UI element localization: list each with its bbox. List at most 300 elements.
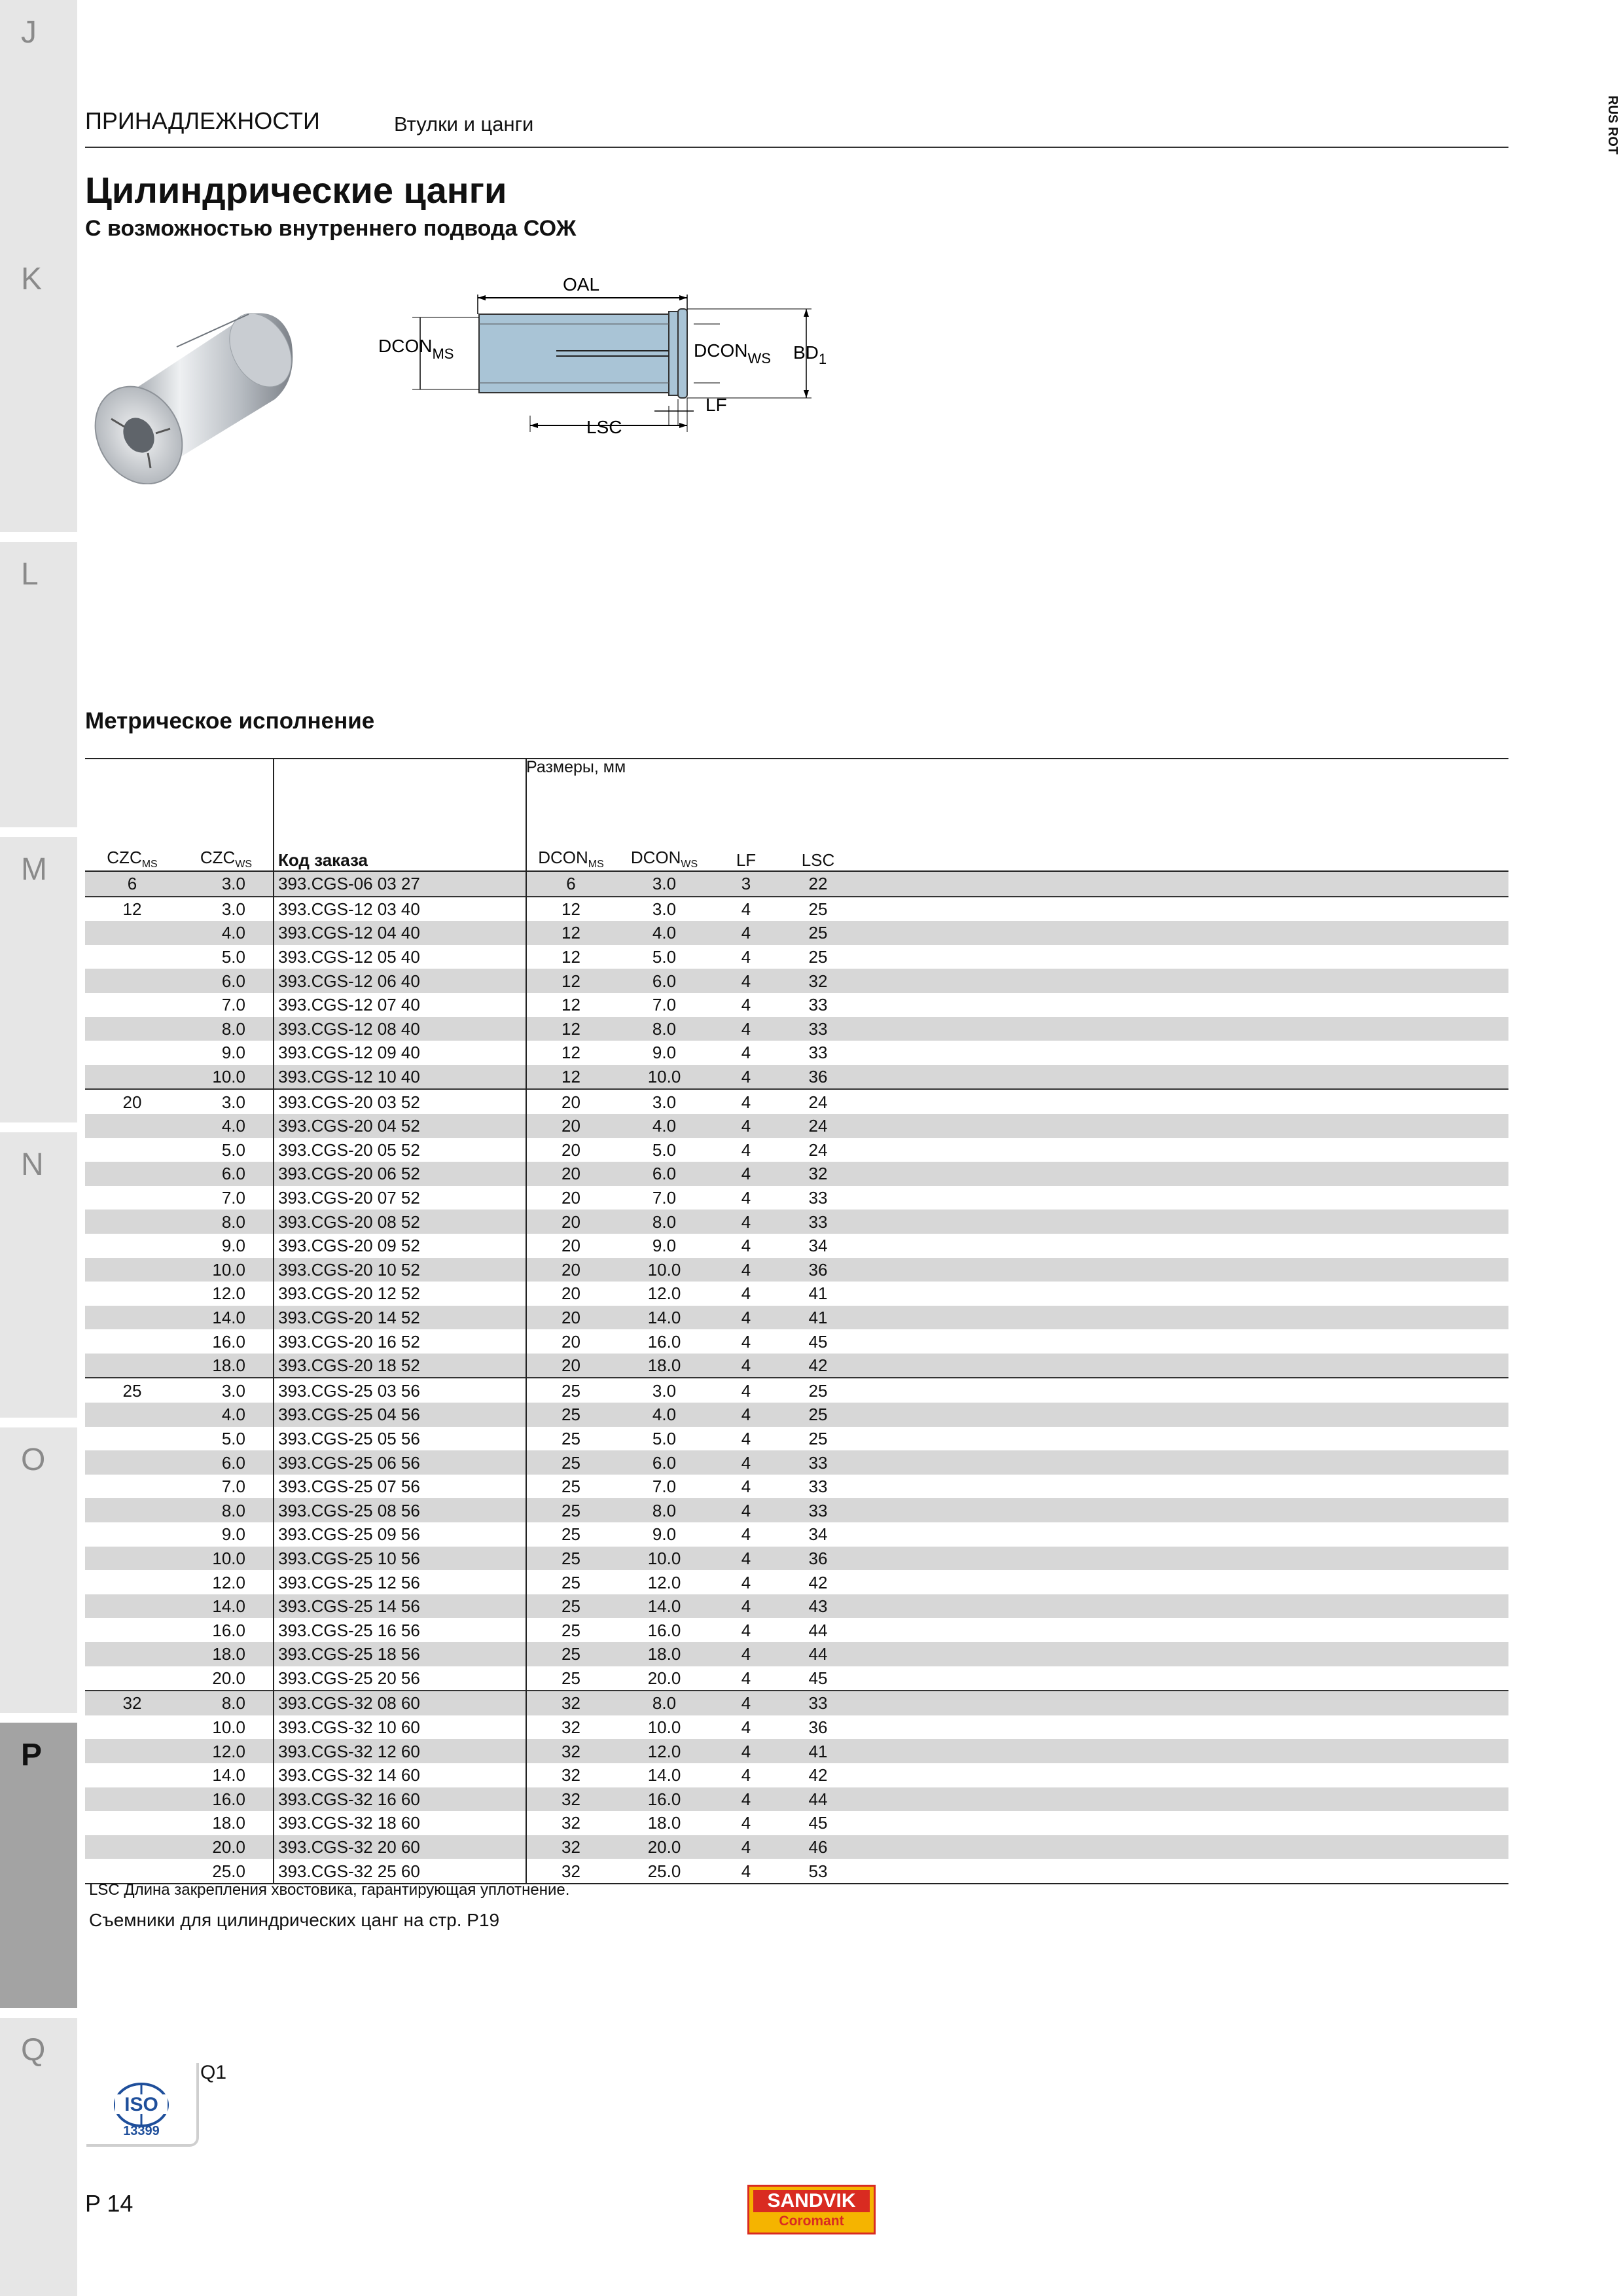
cell-czc-ws: 6.0	[179, 969, 274, 993]
table-row	[85, 1570, 1508, 1594]
cell-lsc: 41	[779, 1739, 857, 1763]
cell-filler	[857, 1835, 1508, 1859]
cell-lf: 4	[741, 1283, 751, 1304]
cell-czc-ws: 18.0	[179, 1642, 274, 1666]
cell-lsc: 33	[779, 1691, 857, 1715]
cell-order-code: 393.CGS-12 10 40	[274, 1065, 526, 1090]
cell-filler	[857, 1498, 1508, 1522]
cell-dcon-ms: 20	[526, 1282, 615, 1306]
cell-czc-ms	[85, 1642, 179, 1666]
cell-czc-ms	[85, 1475, 179, 1499]
cell-lsc: 36	[808, 1717, 828, 1738]
cell-filler	[857, 1306, 1508, 1330]
cell-czc-ms: 12	[85, 897, 179, 922]
label-lf: LF	[705, 395, 727, 415]
cell-dcon-ws: 12.0	[647, 1283, 681, 1304]
cell-dcon-ms: 12	[526, 993, 615, 1017]
cell-lf: 4	[741, 1620, 751, 1640]
tab-letter: J	[21, 15, 37, 50]
cell-dcon-ws: 20.0	[615, 1835, 713, 1859]
cell-order-code: 393.CGS-32 08 60	[274, 1691, 526, 1715]
cell-lsc: 36	[779, 1258, 857, 1282]
cell-lf: 4	[713, 1594, 779, 1619]
cell-lf: 4	[741, 1668, 751, 1688]
cell-filler	[857, 1065, 1508, 1090]
cell-filler	[857, 1378, 1508, 1403]
table-row	[85, 1739, 1508, 1763]
cell-order-code: 393.CGS-20 16 52	[274, 1329, 526, 1354]
col-czc-ms: $CZC_{MS}$	[107, 847, 158, 870]
tab-p[interactable]	[0, 1723, 77, 2008]
cell-filler	[857, 1666, 1508, 1691]
cell-lf: 4	[713, 1787, 779, 1812]
extractor-note: Съемники для цилиндрических цанг на стр. P19	[89, 1910, 500, 1930]
cell-order-code: 393.CGS-25 09 56	[274, 1522, 526, 1547]
table-row	[85, 1378, 1508, 1403]
cell-czc-ms	[85, 1547, 179, 1571]
cell-lsc: 44	[808, 1620, 828, 1640]
cell-czc-ms	[85, 1017, 179, 1041]
cell-lsc: 41	[779, 1306, 857, 1330]
cell-czc-ms	[85, 993, 179, 1017]
tab-o[interactable]	[0, 1427, 77, 1713]
cell-czc-ws: 5.0	[221, 947, 245, 967]
tab-letter: K	[21, 262, 43, 296]
cell-lsc: 25	[808, 1428, 828, 1448]
table-row	[85, 1642, 1508, 1666]
table-row	[85, 1618, 1508, 1642]
lsc-note: LSC Длина закрепления хвостовика, гарантирующая уплотнение.	[89, 1881, 570, 1899]
cell-dcon-ws: 9.0	[652, 1236, 677, 1256]
cell-order-code: 393.CGS-25 04 56	[274, 1403, 526, 1427]
table-row	[85, 1258, 1508, 1282]
cell-order-code: 393.CGS-12 06 40	[274, 969, 526, 993]
cell-dcon-ws: 12.0	[615, 1739, 713, 1763]
cell-czc-ws: 8.0	[179, 1210, 274, 1234]
cell-dcon-ws: 6.0	[615, 1162, 713, 1186]
cell-dcon-ws: 3.0	[615, 1089, 713, 1114]
cell-lf: 4	[713, 1210, 779, 1234]
collet-dimension-drawing	[366, 268, 838, 452]
cell-dcon-ws: 6.0	[615, 1450, 713, 1475]
cell-filler	[857, 1114, 1508, 1138]
cell-dcon-ws: 12.0	[647, 1572, 681, 1592]
cell-order-code: 393.CGS-20 07 52	[274, 1186, 526, 1210]
tab-j[interactable]	[0, 0, 77, 285]
cell-dcon-ms: 12	[526, 969, 615, 993]
cell-lf: 4	[741, 1188, 751, 1208]
cell-czc-ws: 20.0	[212, 1668, 245, 1688]
cell-czc-ws: 8.0	[179, 1691, 274, 1715]
cell-czc-ws: 5.0	[221, 1139, 245, 1160]
svg-text:ISO: ISO	[124, 2094, 158, 2115]
col-order-code: Код заказа	[274, 759, 526, 871]
cell-order-code: 393.CGS-25 10 56	[274, 1547, 526, 1571]
cell-lf: 4	[741, 1524, 751, 1545]
cell-order-code: 393.CGS-20 18 52	[274, 1354, 526, 1378]
cell-czc-ms	[85, 1258, 179, 1282]
cell-dcon-ws: 4.0	[615, 1403, 713, 1427]
cell-order-code: 393.CGS-12 08 40	[274, 1017, 526, 1041]
cell-dcon-ms: 32	[526, 1691, 615, 1715]
cell-dcon-ms: 12	[526, 897, 615, 922]
cell-dcon-ws: 18.0	[615, 1642, 713, 1666]
cell-order-code: 393.CGS-25 06 56	[274, 1450, 526, 1475]
cell-dcon-ms: 32	[526, 1835, 615, 1859]
cell-filler	[857, 1234, 1508, 1258]
cell-dcon-ms: 12	[526, 1017, 615, 1041]
cell-dcon-ws: 6.0	[615, 969, 713, 993]
cell-dcon-ms: 20	[526, 1354, 615, 1378]
cell-dcon-ws: 7.0	[652, 995, 677, 1015]
brand-name: SANDVIK	[753, 2190, 870, 2212]
cell-lsc: 22	[779, 871, 857, 897]
language-label: RUS ROT	[1605, 96, 1620, 154]
cell-czc-ms	[85, 1763, 179, 1787]
col-dcon-ws: $DCON_{WS}$	[630, 847, 698, 870]
cell-dcon-ws: 16.0	[647, 1620, 681, 1640]
cell-dcon-ws: 18.0	[615, 1354, 713, 1378]
table-row	[85, 921, 1508, 945]
cell-dcon-ms: 32	[526, 1763, 615, 1787]
cell-filler	[857, 1618, 1508, 1642]
svg-text:13399: 13399	[123, 2124, 160, 2138]
header-subsection: Втулки и цанги	[394, 113, 534, 135]
cell-dcon-ms: 25	[526, 1570, 615, 1594]
cell-dcon-ms: 25	[526, 1642, 615, 1666]
cell-filler	[857, 1475, 1508, 1499]
cell-lf: 4	[741, 1765, 751, 1785]
sandvik-logo	[747, 2185, 876, 2234]
cell-dcon-ws: 7.0	[652, 1188, 677, 1208]
cell-dcon-ms: 25	[526, 1618, 615, 1642]
cell-dcon-ws: 14.0	[647, 1765, 681, 1785]
cell-czc-ws: 10.0	[179, 1258, 274, 1282]
cell-order-code: 393.CGS-20 10 52	[274, 1258, 526, 1282]
cell-dcon-ms: 12	[526, 1041, 615, 1065]
cell-dcon-ws: 9.0	[652, 1043, 677, 1063]
cell-order-code: 393.CGS-20 05 52	[274, 1138, 526, 1162]
cell-lf: 4	[713, 1354, 779, 1378]
cell-lf: 4	[713, 921, 779, 945]
tab-letter: N	[21, 1147, 44, 1182]
cell-filler	[857, 945, 1508, 969]
cell-lsc: 42	[808, 1765, 828, 1785]
cell-dcon-ws: 9.0	[652, 1524, 677, 1545]
cell-czc-ms	[85, 1403, 179, 1427]
cell-dcon-ws: 3.0	[615, 1378, 713, 1403]
table-row	[85, 1547, 1508, 1571]
cell-czc-ws: 16.0	[212, 1331, 245, 1352]
table-row	[85, 1186, 1508, 1210]
cell-lsc: 25	[808, 947, 828, 967]
cell-filler	[857, 1041, 1508, 1065]
tab-letter: L	[21, 557, 39, 592]
cell-order-code: 393.CGS-32 18 60	[274, 1811, 526, 1835]
cell-dcon-ws: 5.0	[652, 947, 677, 967]
cell-czc-ms	[85, 1570, 179, 1594]
cell-lsc: 33	[779, 1450, 857, 1475]
cell-lf: 4	[741, 995, 751, 1015]
cell-lf: 4	[741, 1331, 751, 1352]
col-czc-ws: $CZC_{WS}$	[200, 847, 253, 870]
label-dcon-ws: $DCON_{WS}$	[694, 340, 771, 367]
cell-czc-ms	[85, 1041, 179, 1065]
cell-lsc: 24	[779, 1114, 857, 1138]
table-row	[85, 1138, 1508, 1162]
table-row	[85, 1835, 1508, 1859]
cell-czc-ws: 3.0	[179, 1089, 274, 1114]
cell-filler	[857, 1329, 1508, 1354]
tab-letter: O	[21, 1443, 46, 1477]
cell-lf: 4	[741, 1139, 751, 1160]
cell-filler	[857, 1017, 1508, 1041]
cell-czc-ms	[85, 1427, 179, 1451]
cell-lf: 4	[741, 1428, 751, 1448]
cell-dcon-ws: 10.0	[615, 1547, 713, 1571]
table-row	[85, 1811, 1508, 1835]
header-section: ПРИНАДЛЕЖНОСТИ	[85, 107, 320, 134]
cell-lf: 4	[741, 1043, 751, 1063]
cell-lsc: 43	[779, 1594, 857, 1619]
cell-order-code: 393.CGS-25 07 56	[274, 1475, 526, 1499]
cell-dcon-ms: 25	[526, 1450, 615, 1475]
cell-czc-ws: 10.0	[179, 1065, 274, 1090]
cell-czc-ws: 14.0	[179, 1306, 274, 1330]
cell-filler	[857, 1354, 1508, 1378]
table-header-row	[85, 759, 1508, 871]
tab-m[interactable]	[0, 837, 77, 1122]
cell-czc-ws: 7.0	[221, 1188, 245, 1208]
cell-czc-ws: 18.0	[179, 1354, 274, 1378]
cell-filler	[857, 1162, 1508, 1186]
cell-dcon-ms: 25	[526, 1522, 615, 1547]
cell-lf: 4	[741, 1236, 751, 1256]
cell-dcon-ms: 20	[526, 1329, 615, 1354]
table-row	[85, 1475, 1508, 1499]
cell-czc-ws: 8.0	[179, 1498, 274, 1522]
cell-lf: 4	[713, 1162, 779, 1186]
table-row	[85, 1691, 1508, 1715]
cell-lf: 4	[713, 1065, 779, 1090]
cell-order-code: 393.CGS-12 03 40	[274, 897, 526, 922]
cell-dcon-ms: 20	[526, 1186, 615, 1210]
cell-order-code: 393.CGS-25 18 56	[274, 1642, 526, 1666]
cell-czc-ms	[85, 945, 179, 969]
cell-czc-ms	[85, 1811, 179, 1835]
cell-czc-ws: 14.0	[179, 1594, 274, 1619]
cell-czc-ms	[85, 1522, 179, 1547]
cell-filler	[857, 1258, 1508, 1282]
table-row	[85, 1522, 1508, 1547]
table-row	[85, 1329, 1508, 1354]
chapter-tabs	[0, 0, 77, 2296]
cell-order-code: 393.CGS-32 16 60	[274, 1787, 526, 1812]
cell-dcon-ms: 20	[526, 1089, 615, 1114]
cell-dcon-ws: 20.0	[647, 1668, 681, 1688]
cell-order-code: 393.CGS-20 03 52	[274, 1089, 526, 1114]
label-oal: OAL	[563, 274, 600, 295]
cell-czc-ms: 20	[85, 1089, 179, 1114]
label-bd1: $BD_1$	[793, 342, 827, 367]
iso-reference: Q1	[200, 2062, 227, 2083]
cell-czc-ws: 12.0	[212, 1572, 245, 1592]
cell-dcon-ms: 20	[526, 1114, 615, 1138]
table-row	[85, 1114, 1508, 1138]
tab-letter: M	[21, 852, 47, 887]
cell-dcon-ws: 16.0	[615, 1787, 713, 1812]
label-lsc: LSC	[586, 417, 622, 437]
cell-lsc: 34	[808, 1236, 828, 1256]
cell-filler	[857, 1691, 1508, 1715]
cell-czc-ws: 3.0	[179, 1378, 274, 1403]
cell-lf: 4	[741, 1572, 751, 1592]
cell-order-code: 393.CGS-25 16 56	[274, 1618, 526, 1642]
cell-dcon-ws: 8.0	[615, 1210, 713, 1234]
table-row	[85, 1354, 1508, 1378]
cell-lf: 4	[713, 1547, 779, 1571]
table-row	[85, 1089, 1508, 1114]
cell-lsc: 25	[779, 1403, 857, 1427]
cell-czc-ws: 9.0	[221, 1524, 245, 1545]
tab-letter: P	[21, 1738, 43, 1772]
cell-dcon-ms: 25	[526, 1594, 615, 1619]
tab-n[interactable]	[0, 1132, 77, 1418]
cell-lf: 4	[713, 897, 779, 922]
cell-dcon-ws: 18.0	[647, 1813, 681, 1833]
table-row	[85, 1041, 1508, 1065]
cell-order-code: 393.CGS-12 05 40	[274, 945, 526, 969]
cell-lsc: 25	[779, 921, 857, 945]
cell-czc-ws: 4.0	[179, 921, 274, 945]
cell-dcon-ws: 16.0	[647, 1331, 681, 1352]
tab-letter: Q	[21, 2033, 46, 2068]
cell-dcon-ms: 25	[526, 1498, 615, 1522]
page-subtitle: С возможностью внутреннего подвода СОЖ	[85, 216, 577, 241]
cell-lsc: 46	[779, 1835, 857, 1859]
cell-dcon-ms: 20	[526, 1234, 615, 1258]
cell-filler	[857, 1138, 1508, 1162]
cell-lf: 4	[713, 1306, 779, 1330]
cell-filler	[857, 1282, 1508, 1306]
cell-lsc: 34	[808, 1524, 828, 1545]
cell-order-code: 393.CGS-32 25 60	[274, 1859, 526, 1884]
cell-lf: 4	[713, 1739, 779, 1763]
tab-k[interactable]	[0, 247, 77, 532]
table-row	[85, 993, 1508, 1017]
cell-czc-ws: 4.0	[179, 1403, 274, 1427]
cell-czc-ws: 5.0	[221, 1428, 245, 1448]
cell-lf: 4	[741, 947, 751, 967]
cell-dcon-ws: 3.0	[615, 897, 713, 922]
cell-order-code: 393.CGS-32 10 60	[274, 1715, 526, 1740]
cell-czc-ms	[85, 1618, 179, 1642]
cell-order-code: 393.CGS-25 20 56	[274, 1666, 526, 1691]
cell-lsc: 45	[808, 1331, 828, 1352]
cell-dcon-ws: 25.0	[615, 1859, 713, 1884]
tab-q[interactable]	[0, 2018, 77, 2296]
cell-dcon-ms: 25	[526, 1475, 615, 1499]
table-row	[85, 1306, 1508, 1330]
cell-lf: 4	[741, 1813, 751, 1833]
cell-lf: 4	[713, 1403, 779, 1427]
cell-dcon-ms: 12	[526, 945, 615, 969]
cell-dcon-ms: 25	[526, 1403, 615, 1427]
cell-czc-ws: 14.0	[212, 1765, 245, 1785]
cell-czc-ws: 18.0	[212, 1813, 245, 1833]
cell-filler	[857, 897, 1508, 922]
cell-dcon-ms: 25	[526, 1378, 615, 1403]
cell-czc-ws: 25.0	[179, 1859, 274, 1884]
cell-czc-ws: 3.0	[179, 871, 274, 897]
cell-lsc: 45	[808, 1668, 828, 1688]
cell-czc-ms	[85, 1666, 179, 1691]
table-row	[85, 1234, 1508, 1258]
cell-czc-ms	[85, 1594, 179, 1619]
iso-13399-icon	[86, 2063, 196, 2144]
cell-order-code: 393.CGS-06 03 27	[274, 871, 526, 897]
cell-lsc: 33	[808, 1188, 828, 1208]
cell-czc-ms	[85, 1114, 179, 1138]
cell-lf: 3	[713, 871, 779, 897]
cell-dcon-ms: 25	[526, 1666, 615, 1691]
table-row	[85, 1594, 1508, 1619]
cell-order-code: 393.CGS-12 07 40	[274, 993, 526, 1017]
cell-lf: 4	[713, 1691, 779, 1715]
cell-czc-ws: 8.0	[179, 1017, 274, 1041]
cell-lf: 4	[713, 1835, 779, 1859]
col-dcon-ms: $DCON_{MS}$	[526, 759, 615, 871]
cell-czc-ws: 16.0	[212, 1620, 245, 1640]
cell-lsc: 25	[779, 897, 857, 922]
table-row	[85, 1498, 1508, 1522]
cell-lf: 4	[713, 1859, 779, 1884]
cell-czc-ms	[85, 1859, 179, 1884]
cell-czc-ws: 10.0	[212, 1717, 245, 1738]
cell-filler	[857, 1522, 1508, 1547]
cell-czc-ms	[85, 1234, 179, 1258]
cell-lf: 4	[713, 1642, 779, 1666]
cell-lsc: 33	[779, 1498, 857, 1522]
table-row	[85, 1427, 1508, 1451]
header-divider	[85, 147, 1508, 148]
cell-filler	[857, 1859, 1508, 1884]
cell-lsc: 33	[779, 1210, 857, 1234]
cell-order-code: 393.CGS-20 08 52	[274, 1210, 526, 1234]
cell-dcon-ms: 6	[526, 871, 615, 897]
cell-czc-ws: 10.0	[179, 1547, 274, 1571]
cell-czc-ms	[85, 1186, 179, 1210]
cell-czc-ws: 6.0	[179, 1450, 274, 1475]
cell-lf: 4	[741, 1717, 751, 1738]
cell-czc-ws: 20.0	[179, 1835, 274, 1859]
cell-filler	[857, 1594, 1508, 1619]
cell-order-code: 393.CGS-20 09 52	[274, 1234, 526, 1258]
table-row	[85, 1210, 1508, 1234]
page-number: P 14	[85, 2190, 134, 2217]
cell-lsc: 45	[808, 1813, 828, 1833]
cell-filler	[857, 1787, 1508, 1812]
cell-order-code: 393.CGS-25 08 56	[274, 1498, 526, 1522]
cell-dcon-ms: 25	[526, 1547, 615, 1571]
cell-dcon-ms: 20	[526, 1306, 615, 1330]
collet-photo	[85, 288, 327, 484]
cell-filler	[857, 871, 1508, 897]
cell-dcon-ws: 4.0	[615, 921, 713, 945]
tab-l[interactable]	[0, 542, 77, 827]
cell-order-code: 393.CGS-32 14 60	[274, 1763, 526, 1787]
cell-order-code: 393.CGS-25 14 56	[274, 1594, 526, 1619]
